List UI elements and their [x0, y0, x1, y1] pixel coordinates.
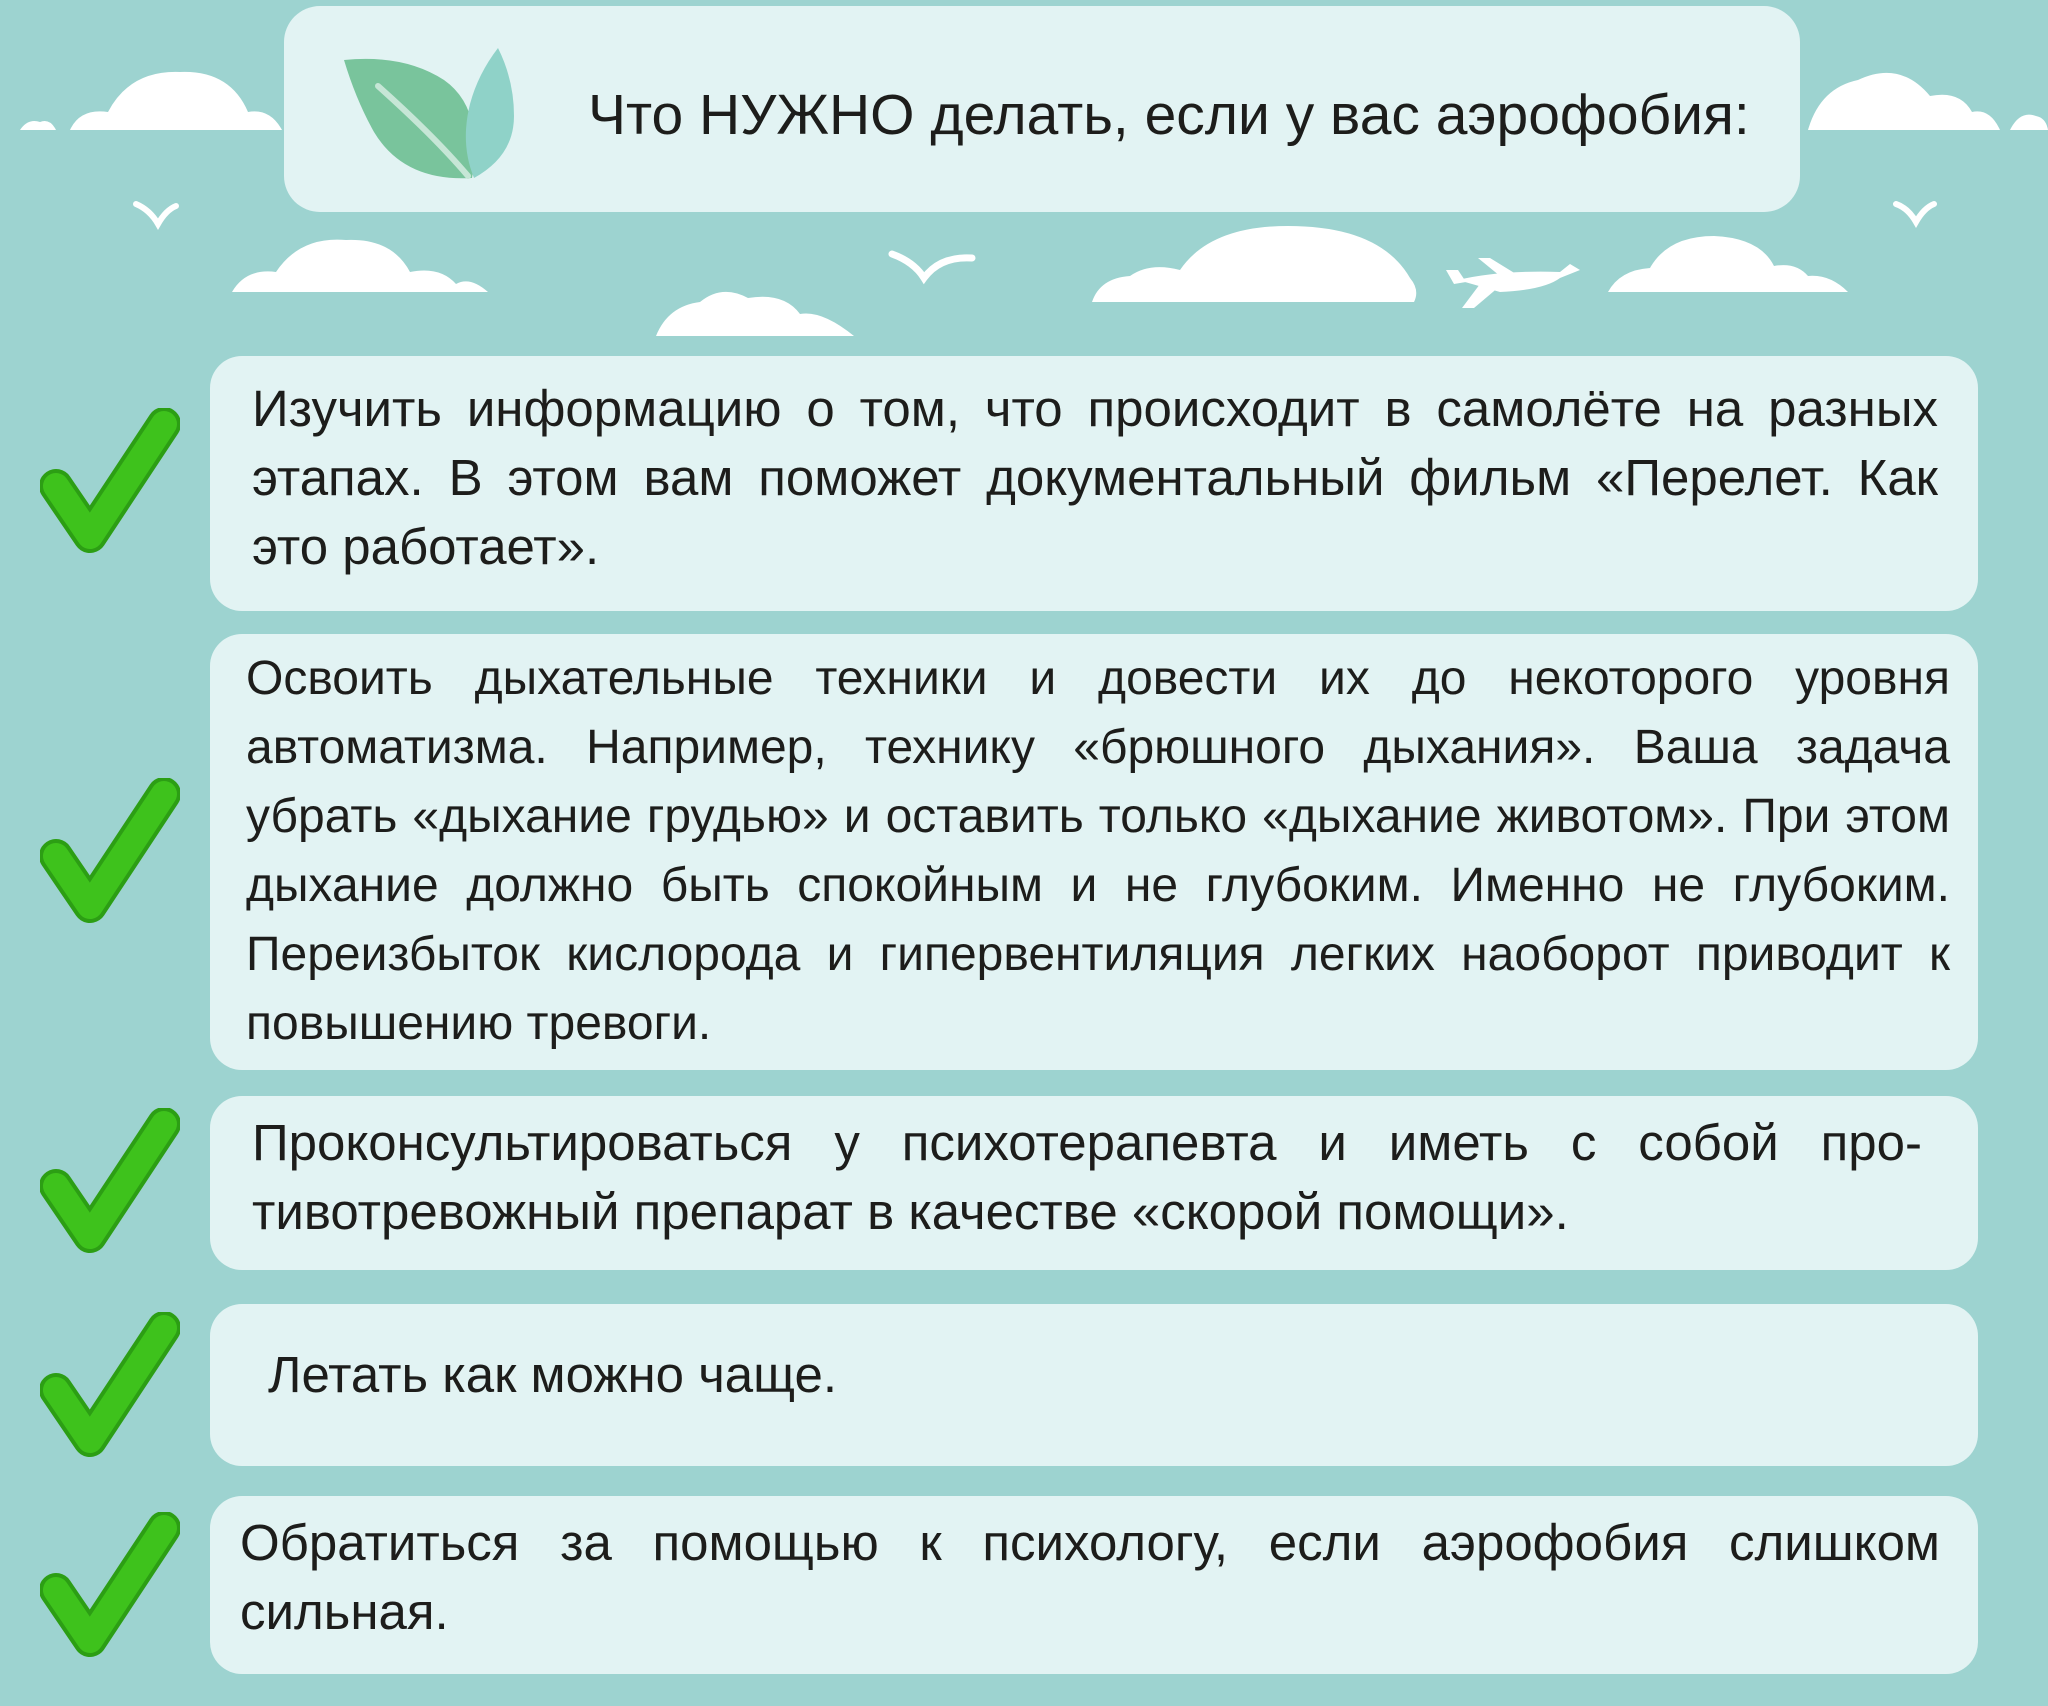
item-text: Освоить дыхательные техники и довести их до некоторого уровня автоматизма. Например, технику «брюшного дыхания». Ваша задача убрать «дыхание грудью» и оставить только «дыхание животом». При этом дыхание должно быть спокойным и не глубоким. Именно не глубоким. Переизбыток кислорода и гипервентиляция легких наоборот приводит к повышению тревоги. — [246, 652, 1950, 1050]
item-card — [210, 634, 1978, 1070]
cloud-icon — [656, 292, 854, 336]
cloud-icon — [1808, 73, 2048, 130]
checkmark-icon — [40, 1512, 180, 1662]
item-text: Изучить информацию о том, что происходит в самолёте на разных этапах. В этом вам поможет документальный фильм «Перелет. Как это работает». — [252, 380, 1938, 575]
checkmark-icon — [40, 1108, 180, 1258]
airplane-icon — [1446, 258, 1580, 308]
cloud-icon — [1608, 236, 1848, 292]
item-card — [210, 1096, 1978, 1270]
item-card — [210, 1496, 1978, 1674]
bird-icon — [1896, 204, 1934, 222]
cloud-icon — [20, 72, 282, 130]
leaf-icon — [344, 44, 514, 184]
cloud-icon — [232, 240, 488, 292]
item-card — [210, 356, 1978, 611]
checkmark-icon — [40, 408, 180, 558]
item-text: Обратиться за помощью к психологу, если аэрофобия слишком сильная. — [240, 1514, 1940, 1640]
bird-icon — [136, 204, 176, 224]
item-text: Летать как можно чаще. — [268, 1346, 838, 1403]
item-card — [210, 1304, 1978, 1466]
item-text: Проконсультироваться у психотерапевта и иметь с собой противотревожный препарат в качестве «скорой помощи». — [252, 1114, 1922, 1240]
bird-icon — [892, 254, 972, 278]
header-card — [284, 6, 1800, 212]
cloud-icon — [1092, 226, 1416, 302]
page-title: Что НУЖНО делать, если у вас аэрофобия: — [588, 83, 1750, 147]
checkmark-icon — [40, 778, 180, 928]
checkmark-icon — [40, 1312, 180, 1462]
